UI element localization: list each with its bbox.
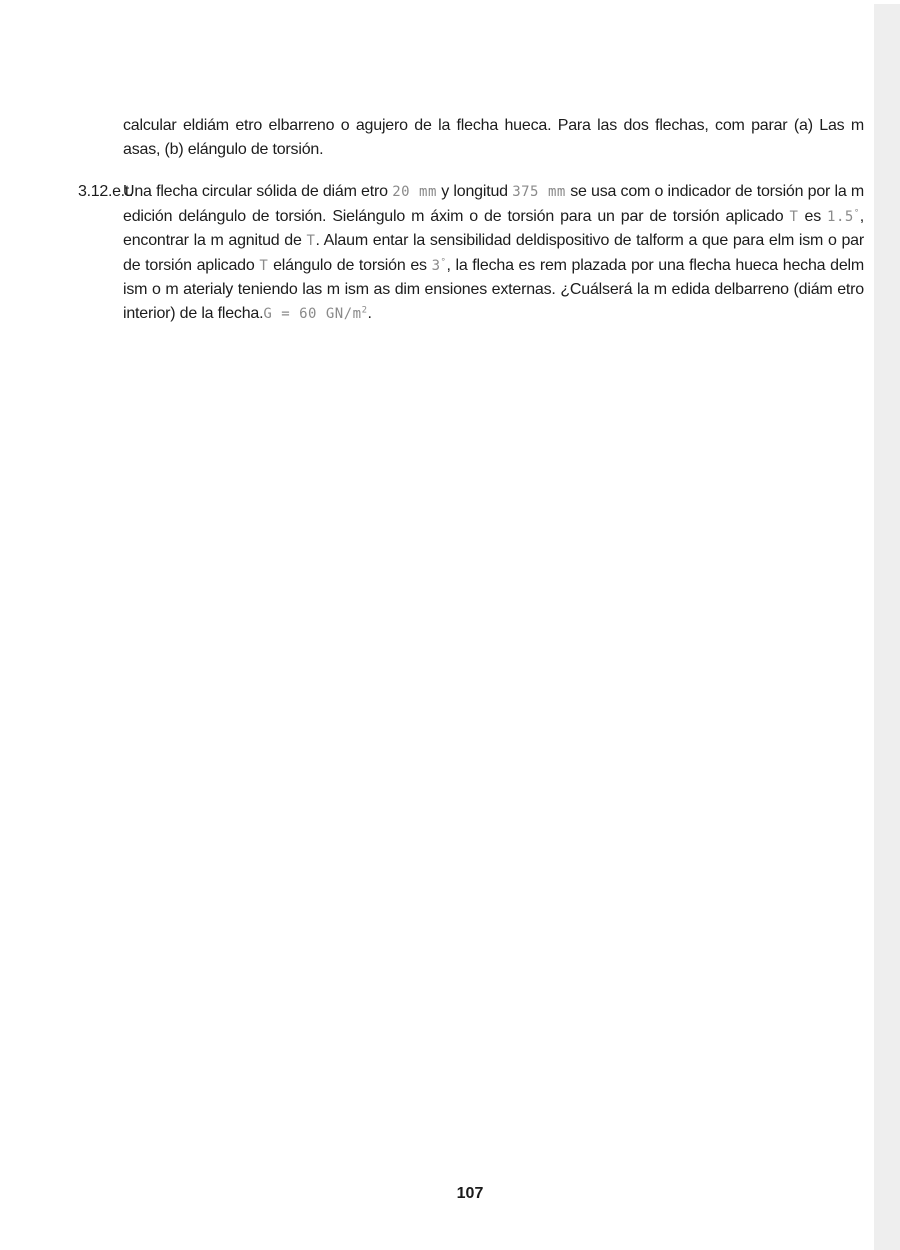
problem-3-12-paragraph — [123, 180, 864, 326]
torque-symbol: T — [789, 208, 799, 225]
problem-text-8: , la flecha es rem plazada por una flecha hueca hecha delm ism o m aterialy teniendo las m ism as dim ensiones externas. ¿Cuálserá la m edida delbarreno (diám etro interior) de la flecha. — [123, 256, 865, 322]
problem-text-2: y longitud — [441, 183, 508, 200]
problem-text-1: Una flecha circular sólida de diám etro — [123, 183, 388, 200]
problem-text-5: , encontrar la m agnitud de — [123, 207, 865, 249]
angle-value-1 — [827, 209, 860, 225]
angle-value-2 — [432, 258, 447, 274]
angle-1-number: 1.5 — [827, 208, 854, 225]
scrollbar-track[interactable] — [874, 4, 900, 1250]
angle-2-number: 3 — [431, 257, 441, 274]
shear-modulus — [263, 306, 367, 322]
degree-symbol-2: ° — [440, 256, 447, 267]
problem-end: . — [367, 304, 372, 322]
modulus-base: G = 60 GN/m — [263, 305, 362, 322]
torque-symbol-3: T — [259, 257, 269, 274]
problem-text-3: se usa com o indicador de torsión por la m edición delángulo de torsión. Sielángulo m áxim o de torsión para un par de torsión aplicado — [123, 183, 865, 225]
diameter-value: 20 mm — [392, 184, 437, 200]
length-value: 375 mm — [512, 184, 566, 200]
problem-text-6: . Alaum entar la sensibilidad deldispositivo de talform a que para elm ism o par de torsión aplicado — [123, 232, 864, 274]
modulus-exponent: 2 — [361, 304, 368, 315]
torque-symbol-2: T — [306, 233, 316, 249]
page-number: 107 — [456, 1185, 484, 1202]
continuation-text: calcular eldiám etro elbarreno o agujero de la flecha hueca. Para las dos flechas, com parar (a) Las m asas, (b) elángulo de torsión. — [123, 117, 864, 158]
problem-text-4: es — [804, 207, 821, 225]
continuation-paragraph — [123, 114, 864, 161]
problem-text-7: elángulo de torsión es — [273, 256, 427, 274]
problem-number: 3.12.e.t. — [78, 183, 134, 200]
degree-symbol-1: ° — [853, 207, 860, 218]
